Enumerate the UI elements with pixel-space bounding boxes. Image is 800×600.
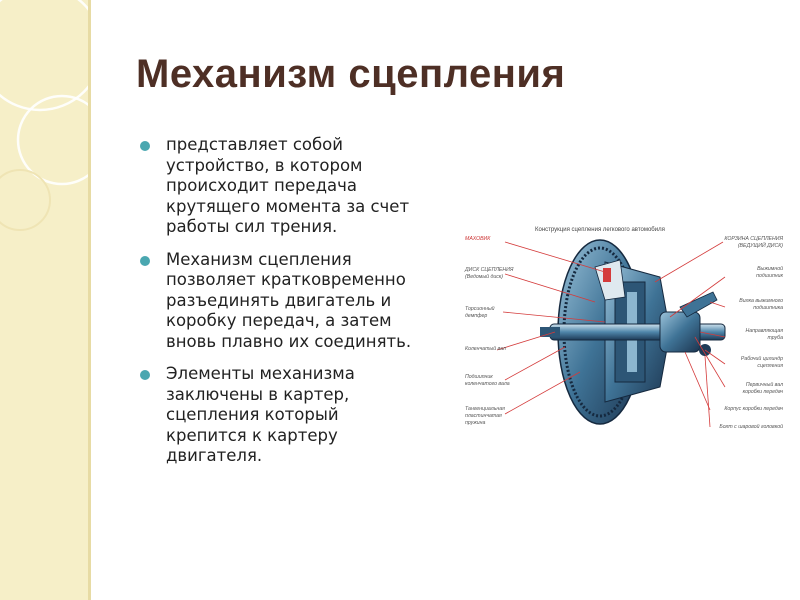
diagram-label-flywheel: МАХОВИК: [465, 236, 491, 242]
bullet-text-line: представляет собой: [166, 135, 343, 154]
diagram-label-torsion: Торсионный: [465, 306, 495, 312]
diagram-label-gearbox-housing: Корпус коробки передач: [724, 406, 783, 412]
diagram-label-release-bearing: подшипник: [756, 273, 783, 279]
diagram-label-cylinder-clutch: сцепления: [757, 363, 783, 369]
bullet-item: [138, 364, 438, 467]
bullet-text-line: сцепления который: [166, 405, 339, 424]
bullet-text-line: устройство, в котором: [166, 155, 363, 175]
bullet-text-line: работы сил трения.: [166, 217, 338, 236]
bullet-dot-icon: [140, 256, 150, 266]
diagram-label-plate: пластинчатая: [465, 413, 502, 419]
diagram-label-fork-bearing: подшипника: [753, 305, 783, 311]
decorative-side-band: [0, 0, 91, 600]
bullet-item: [138, 250, 438, 353]
diagram-label-driven-disc: (Ведомый диск): [465, 274, 503, 280]
bullet-text-line: Элементы механизма: [166, 364, 355, 383]
bullet-item: [138, 135, 438, 238]
bullet-text-line: заключены в картер,: [166, 384, 350, 404]
diagram-label-tangential: Тангенциальная: [465, 406, 505, 412]
bullet-text-line: происходит передача: [166, 176, 357, 195]
diagram-label-gearbox-shaft: коробки передач: [742, 389, 783, 395]
bullet-text-line: двигателя.: [166, 446, 263, 465]
diagram-label-damper: демпфер: [465, 313, 488, 319]
diagram-label-basket: КОРЗИНА СЦЕПЛЕНИЯ: [724, 236, 783, 242]
diagram-label-drive-disc: (ВЕДУЩИЙ ДИСК): [737, 243, 783, 249]
bullet-dot-icon: [140, 370, 150, 380]
bullet-text-line: крутящего момента за счет: [166, 196, 410, 216]
bullet-text-line: вновь плавно их соединять.: [166, 331, 412, 351]
bullet-list: [138, 135, 438, 479]
diagram-label-input-shaft: Первичный вал: [745, 382, 783, 388]
diagram-title: Конструкция сцепления легкового автомобиля: [535, 227, 665, 233]
diagram-label-bearing: Подшипник: [465, 374, 493, 380]
diagram-label-ball-bolt: Болт с шаровой головкой: [719, 424, 783, 430]
slide-title: Механизм сцепления: [136, 52, 566, 96]
diagram-label-cylinder: Рабочий цилиндр: [740, 356, 783, 362]
diagram-label-spring: пружина: [465, 420, 486, 426]
clutch-diagram: [455, 222, 785, 442]
diagram-label-fork: Вилка выжимного: [739, 298, 783, 304]
bullet-text-line: Механизм сцепления: [166, 249, 352, 269]
decorative-circles: [0, 0, 88, 600]
diagram-label-guide-tube: труба: [767, 335, 783, 341]
bullet-text-line: позволяет кратковременно: [166, 270, 406, 289]
diagram-label-clutch-disc: ДИСК СЦЕПЛЕНИЯ: [465, 267, 514, 273]
bullet-text-line: крепится к картеру: [166, 425, 338, 445]
diagram-label-crankshaft: Коленчатый вал: [465, 346, 506, 352]
bullet-text-line: коробку передач, а затем: [166, 311, 392, 330]
diagram-label-crank-bearing: коленчатого вала: [465, 381, 510, 387]
diagram-label-release: Выжимной: [757, 266, 783, 272]
bullet-text-line: разъединять двигатель и: [166, 290, 392, 310]
diagram-label-guide: Направляющая: [745, 328, 783, 334]
bullet-dot-icon: [140, 141, 150, 151]
